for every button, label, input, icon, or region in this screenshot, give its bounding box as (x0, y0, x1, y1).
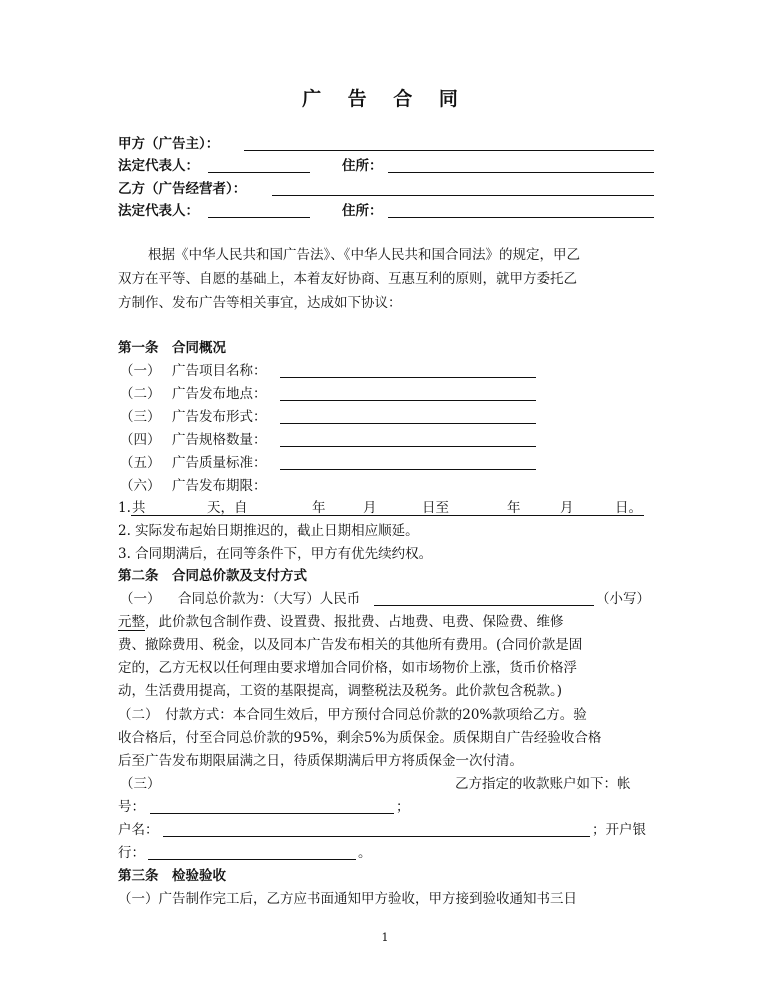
article-2-heading: 第二条 合同总价款及支付方式 (118, 568, 307, 584)
account-name-end: ；开户银 (592, 822, 646, 838)
a2-p1-line-2 (118, 612, 564, 632)
intro-line-3: 方制作、发布广告等相关事宜，达成如下协议： (118, 295, 402, 311)
rep-label-2: 法定代表人： (118, 203, 199, 219)
party-b-label: 乙方（广告经营者）： (118, 181, 247, 197)
bank-label: 行： (118, 845, 145, 861)
item-2-num: （二） (120, 386, 161, 402)
intro-line-1: 根据《中华人民共和国广告法》、《中华人民共和国合同法》的规定，甲乙 (148, 247, 580, 263)
bank-end: 。 (358, 845, 372, 861)
a2-p1-line-4: 定的，乙方无权以任何理由要求增加合同价格，如市场物价上涨，货币价格浮 (118, 660, 577, 676)
term-rizhi: 日至 (422, 500, 449, 516)
rep-blank-1 (208, 158, 310, 173)
item-4-label: 广告规格数量： (172, 432, 267, 448)
address-label-1: 住所： (342, 158, 383, 174)
term-point-3: 3. 合同期满后，在同等条件下，甲方有优先续约权。 (118, 546, 433, 562)
term-nian-2: 年 (507, 500, 521, 516)
a3-p1: （一）广告制作完工后，乙方应书面通知甲方验收，甲方接到验收通知书三日 (118, 891, 577, 907)
item-5-label: 广告质量标准： (172, 455, 267, 471)
address-label-2: 住所： (342, 203, 383, 219)
bank-blank (148, 845, 356, 860)
a2-p1-line-5: 动，生活费用提高，工资的基限提高，调整税法及税务。此价款包含税款。) (118, 683, 563, 699)
term-point-2: 2. 实际发布起始日期推迟的，截止日期相应顺延。 (118, 523, 419, 539)
item-5-num: （五） (120, 455, 161, 471)
a2-p1-text-b: （小写） (596, 591, 650, 607)
article-1-heading: 第一条 合同概况 (118, 340, 226, 356)
term-tian: 天，自 (207, 500, 248, 516)
a2-p1-num: （一） (120, 591, 161, 607)
rep-blank-2 (208, 203, 310, 218)
party-a-blank (244, 136, 654, 151)
rep-label-1: 法定代表人： (118, 158, 199, 174)
term-gong: 共 (132, 500, 146, 516)
item-4-blank (280, 432, 536, 447)
a2-p3-num: （三） (120, 776, 161, 792)
item-6-num: （六） (120, 478, 161, 494)
item-2-blank (280, 386, 536, 401)
account-end: ； (396, 799, 410, 815)
item-5-blank (280, 455, 536, 470)
address-blank-2 (388, 203, 654, 218)
term-yue-1: 月 (363, 500, 377, 516)
account-blank (150, 799, 394, 814)
a2-p1-text-a: 合同总价款为：（大写）人民币 (178, 591, 361, 607)
a2-p2-line-3: 后至广告发布期限届满之日，待质保期满后甲方将质保金一次付清。 (118, 753, 523, 769)
term-yue-2: 月 (560, 500, 574, 516)
item-3-label: 广告发布形式： (172, 409, 267, 425)
item-3-blank (280, 409, 536, 424)
page-number: 1 (381, 931, 389, 944)
party-a-label: 甲方（广告主）： (118, 136, 220, 152)
address-blank-1 (388, 158, 654, 173)
a2-p1-line-2-rest: ，此价款包含制作费、设置费、报批费、占地费、电费、保险费、维修 (145, 614, 564, 630)
a2-p1-line-3: 费、撤除费用、税金，以及同本广告发布相关的其他所有费用。(合同价款是固 (118, 637, 583, 653)
item-2-label: 广告发布地点： (172, 386, 267, 402)
a2-p3-right: 乙方指定的收款账户如下：帐 (455, 776, 631, 792)
party-b-blank (272, 181, 654, 196)
intro-line-2: 双方在平等、自愿的基础上，本着友好协商、互惠互利的原则，就甲方委托乙 (118, 271, 577, 287)
item-4-num: （四） (120, 432, 161, 448)
article-3-heading: 第三条 检验验收 (118, 868, 226, 884)
contract-title: 广 告 合 同 (302, 88, 468, 110)
term-prefix: 1. (118, 500, 131, 516)
item-1-num: （一） (120, 363, 161, 379)
item-1-label: 广告项目名称： (172, 363, 267, 379)
a2-yuanzheng: 元整 (118, 614, 145, 630)
account-label: 号： (118, 799, 145, 815)
a2-p2-line-1: （二） 付款方式：本合同生效后，甲方预付合同总价款的20%款项给乙方。验 (118, 707, 587, 723)
item-6-label: 广告发布期限： (172, 478, 267, 494)
item-3-num: （三） (120, 409, 161, 425)
item-1-blank (280, 363, 536, 378)
party-a-row (118, 134, 219, 154)
account-name-label: 户名： (118, 822, 159, 838)
term-nian-1: 年 (312, 500, 326, 516)
a2-p2-line-2: 收合格后，付至合同总价款的95%，剩余5%为质保金。质保期自广告经验收合格 (118, 730, 602, 746)
account-name-blank (163, 822, 590, 837)
term-ri: 日。 (615, 500, 642, 516)
amount-blank (374, 591, 594, 606)
